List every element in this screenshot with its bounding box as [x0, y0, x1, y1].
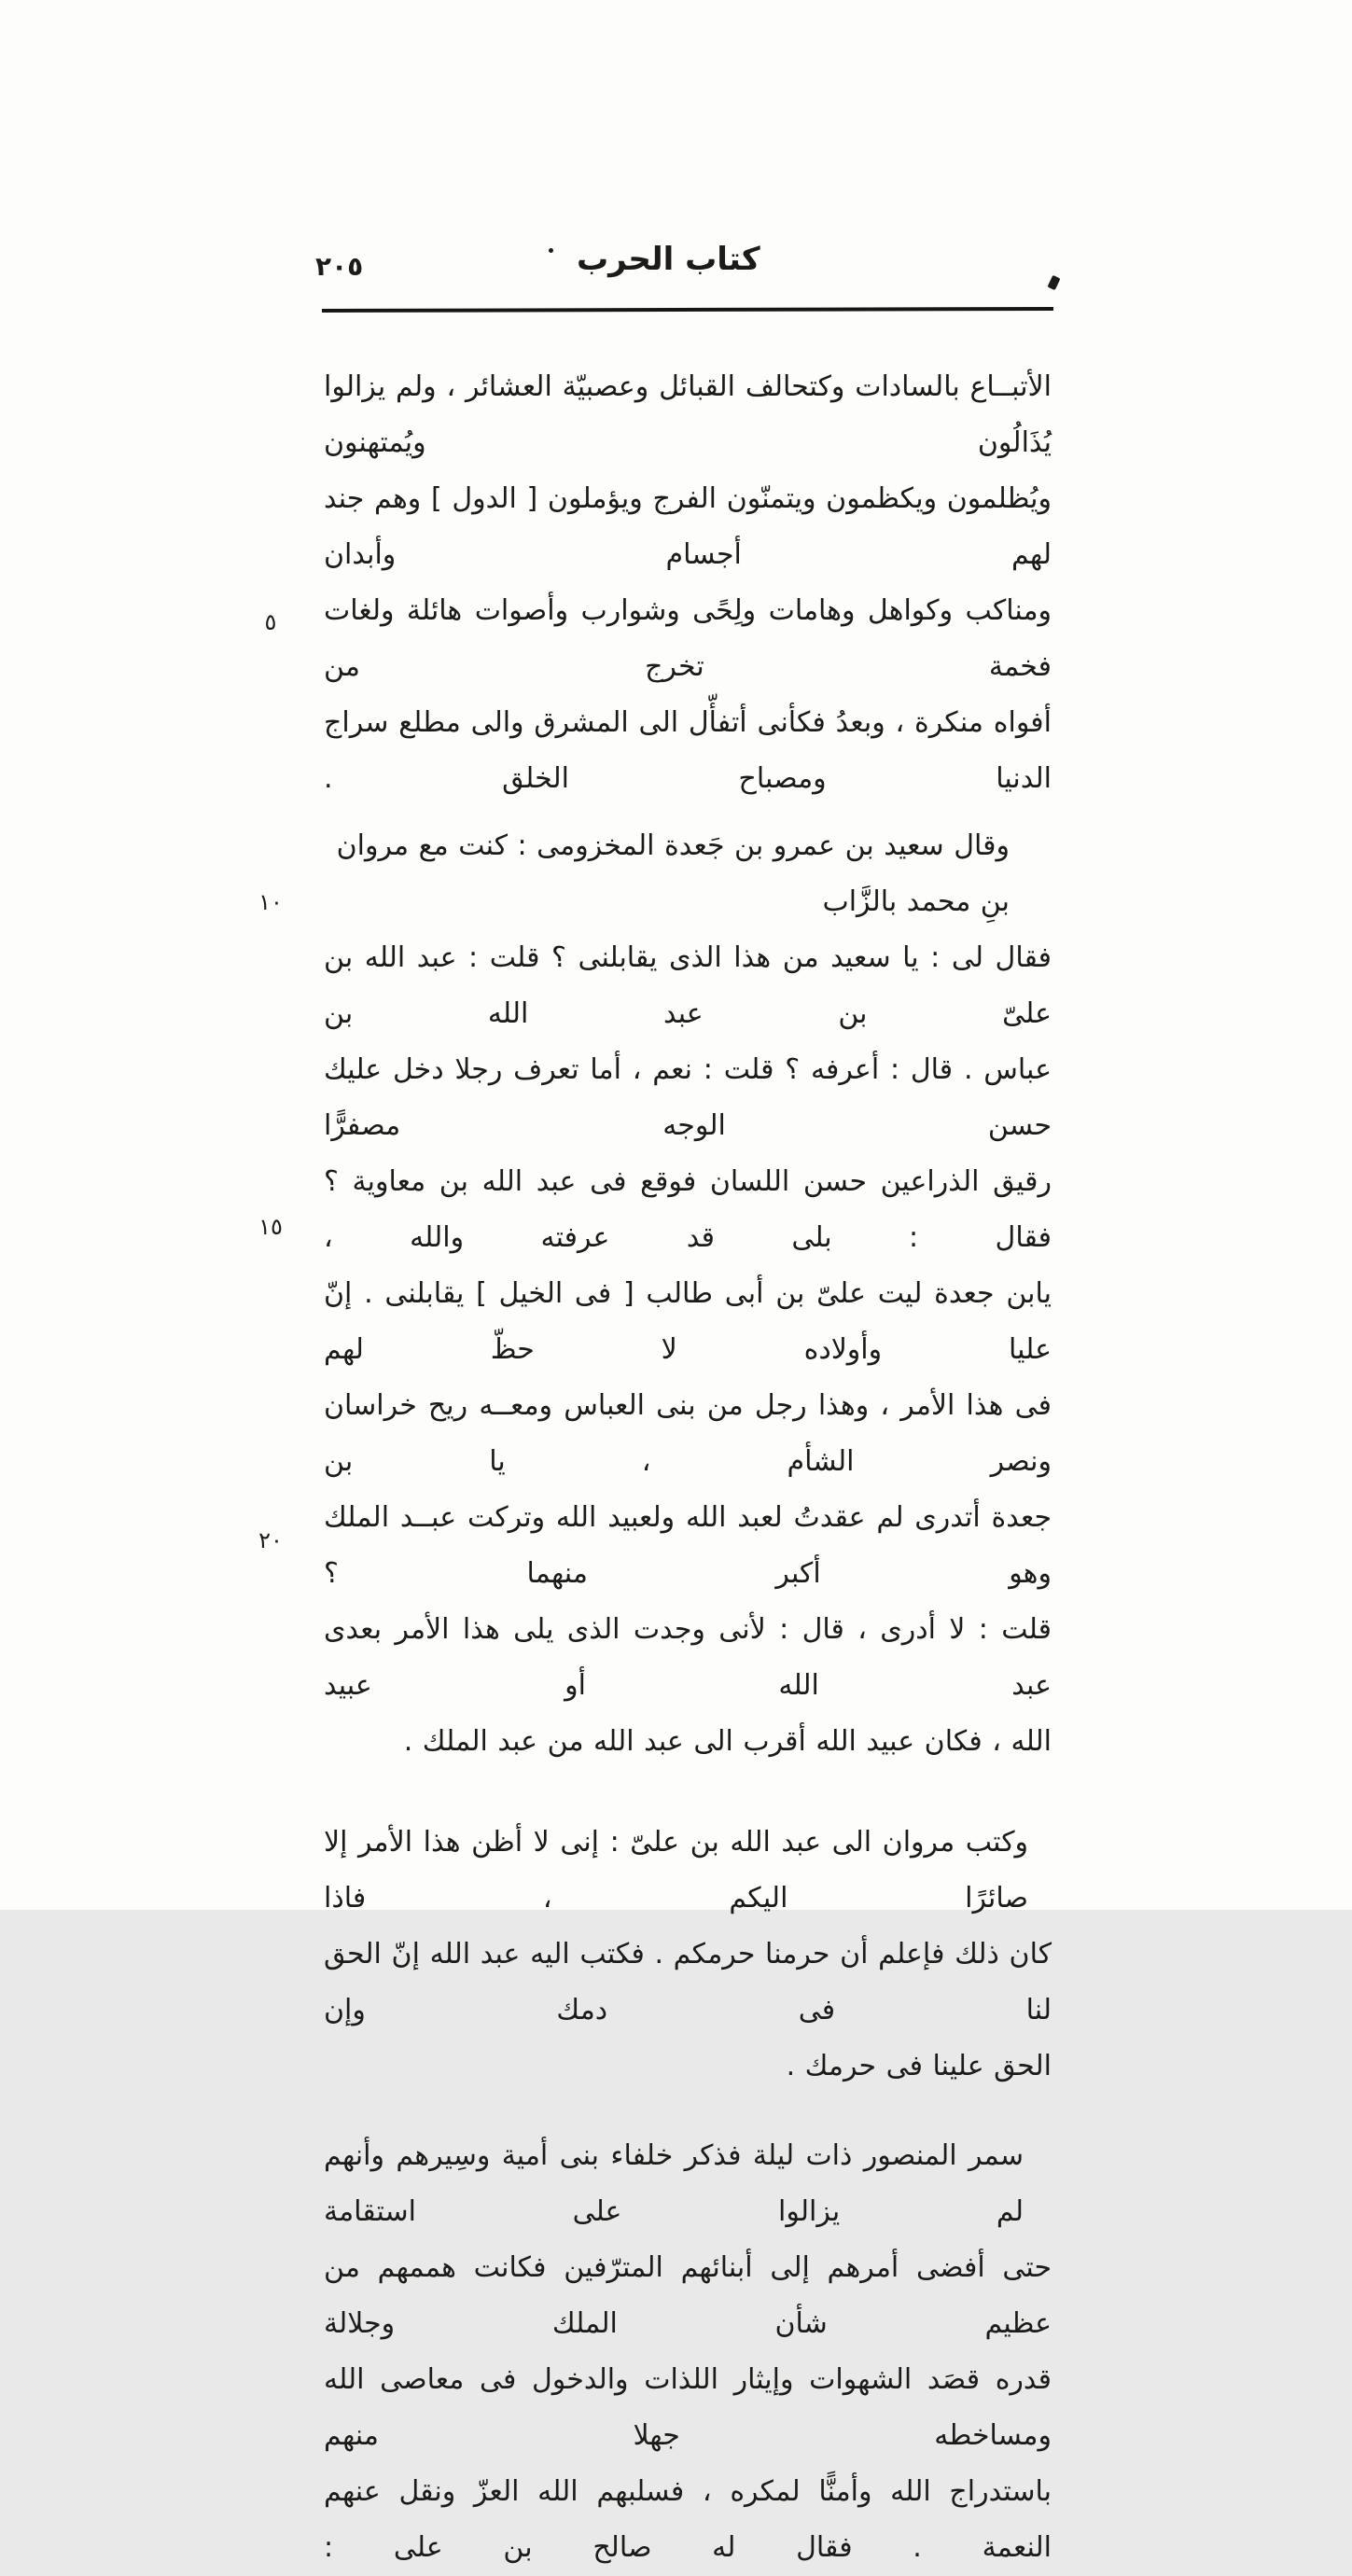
- text-line: قلت : لا أدرى ، قال : لأنى وجدت الذى يلى هذا الأمر بعدى عبد الله أو عبيد: [324, 1613, 1052, 1702]
- paragraph: [324, 359, 1052, 807]
- text-line: الله ، فكان عبيد الله أقرب الى عبد الله من عبد الملك .: [403, 1725, 1052, 1758]
- chapter-title: كتاب الحرب: [577, 241, 760, 278]
- line-number-15: ١٥: [258, 1214, 283, 1240]
- text-line: ومناكب وكواهل وهامات ولِحًى وشوارب وأصوات هائلة ولغات فخمة تخرج من: [324, 594, 1052, 683]
- text-line: وقال سعيد بن عمرو بن جَعدة المخزومى : كنت مع مروان بنِ محمد بالزَّاب: [336, 829, 1010, 918]
- ink-speck: [1047, 275, 1060, 290]
- line-number-10: ١٠: [258, 889, 283, 915]
- line-number-20: ٢٠: [258, 1527, 283, 1553]
- text-line: سمر المنصور ذات ليلة فذكر خلفاء بنى أمية وسِيرهم وأنهم لم يزالوا على استقامة: [324, 2139, 1024, 2228]
- text-line: ويُظلمون ويكظمون ويتمنّون الفرج ويؤملون [ الدول ] وهم جند لهم أجسام وأبدان: [324, 482, 1052, 571]
- text-line: الأتبــاع بالسادات وكتحالف القبائل وعصبيّة العشائر ، ولم يزالوا يُذَالُون ويُمتهنون: [324, 370, 1052, 459]
- text-line: حتى أفضى أمرهم إلى أبنائهم المترّفين فكانت هممهم من عظيم شأن الملك وجلالة: [324, 2251, 1052, 2340]
- text-line: عباس . قال : أعرفه ؟ قلت : نعم ، أما تعرف رجلا دخل عليك حسن الوجه مصفرًّا: [324, 1053, 1052, 1142]
- text-line: الحق علينا فى حرمك .: [786, 2050, 1052, 2082]
- line-number-5: ٥: [264, 609, 277, 635]
- ink-dot: [549, 248, 553, 253]
- text-line: كان ذلك فإعلم أن حرمنا حرمكم . فكتب اليه عبد الله إنّ الحق لنا فى دمك وإن: [324, 1938, 1052, 2026]
- paragraph: [324, 2128, 1052, 2576]
- text-line: رقيق الذراعين حسن اللسان فوقع فى عبد الله بن معاوية ؟ فقال : بلى قد عرفته والله ،: [324, 1165, 1052, 1254]
- text-line: يابن جعدة ليت علىّ بن أبى طالب [ فى الخيل ] يقابلنى . إنّ عليا وأولاده لا حظّ لهم: [324, 1277, 1052, 1366]
- text-line: جعدة أتدرى لم عقدتُ لعبد الله ولعبيد الله وتركت عبــد الملك وهو أكبر منهما ؟: [324, 1501, 1052, 1590]
- text-block: [258, 359, 1052, 2576]
- paragraph: [324, 818, 1052, 1770]
- header-rule: [322, 307, 1053, 313]
- page-number: ٢٠٥: [315, 251, 364, 282]
- text-line: وكتب مروان الى عبد الله بن علىّ : إنى لا أظن هذا الأمر إلا صائرًا اليكم ، فاذا: [324, 1826, 1028, 1915]
- text-line: قدره قصَد الشهوات وإيثار اللذات والدخول فى معاصى الله ومساخطه جهلا منهم: [324, 2363, 1052, 2452]
- text-line: فقال لى : يا سعيد من هذا الذى يقابلنى ؟ قلت : عبد الله بن علىّ بن عبد الله بن: [324, 941, 1052, 1030]
- text-line: باستدراج الله وأمنًّا لمكره ، فسلبهم الله العزّ ونقل عنهم النعمة . فقال له صالح بن على :: [324, 2475, 1052, 2564]
- text-line: أفواه منكرة ، وبعدُ فكأنى أتفأّل الى المشرق والى مطلع سراج الدنيا ومصباح الخلق .: [324, 706, 1052, 795]
- text-line: فى هذا الأمر ، وهذا رجل من بنى العباس ومعــه ريح خراسان ونصر الشأم ، يا بن: [324, 1389, 1052, 1478]
- paragraph: [324, 1815, 1052, 2095]
